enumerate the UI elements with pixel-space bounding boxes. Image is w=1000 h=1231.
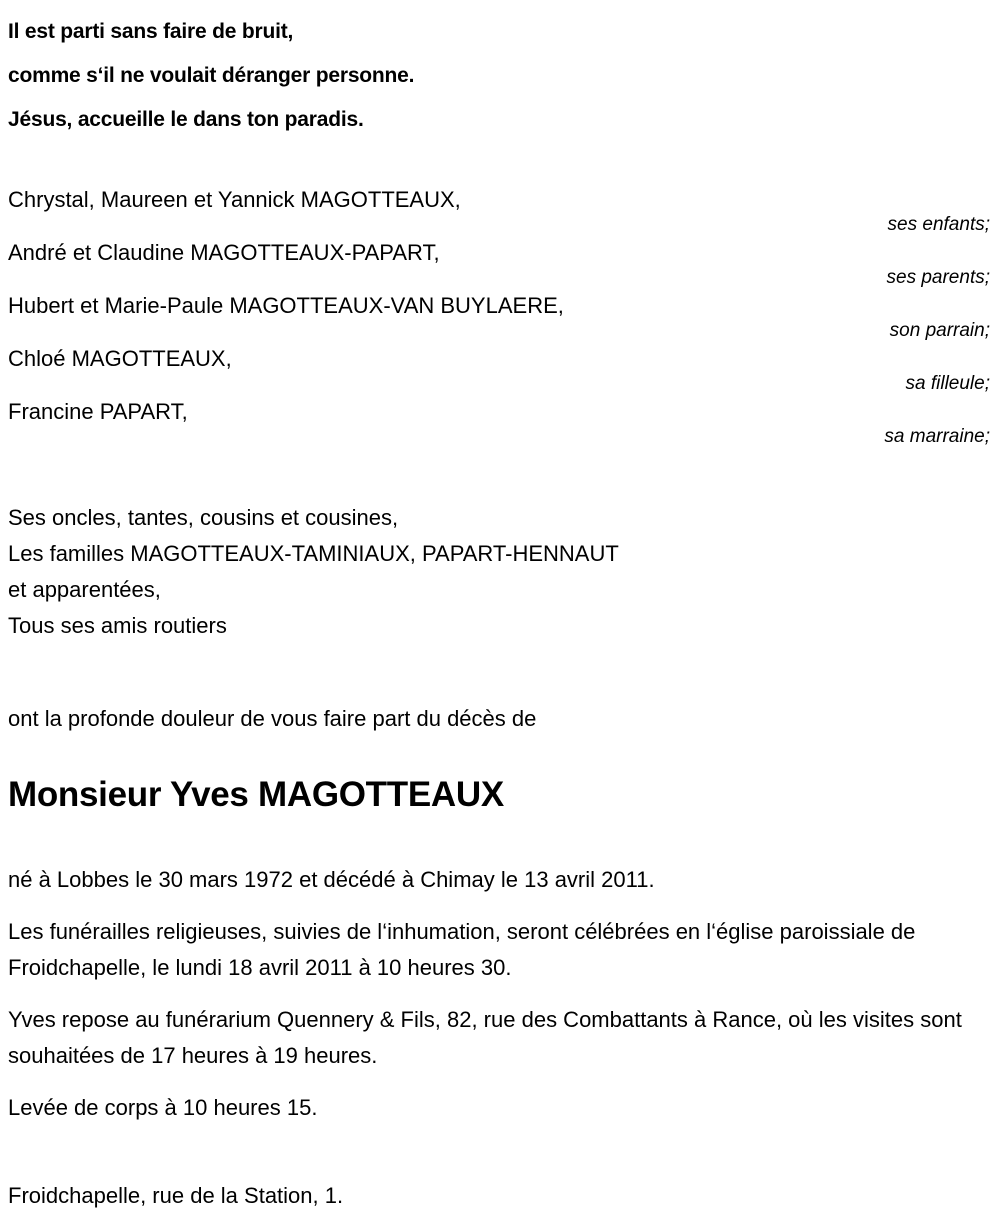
survivor-name: André et Claudine MAGOTTEAUX-PAPART, [8,240,440,265]
verse-line-3: Jésus, accueille le dans ton paradis. [8,108,364,131]
survivor-name: Chloé MAGOTTEAUX, [8,346,232,371]
funeral-service-line: Les funérailles religieuses, suivies de l‘inhumation, seront célébrées en l‘église paroissiale de Froidchapelle, le lundi 18 avril 2011 à 10 heures 30. [8,919,916,980]
survivor-row [0,344,1000,397]
relatives-line-4: Tous ses amis routiers [8,613,227,638]
relatives-line-3: et apparentées, [8,577,161,602]
survivor-name: Francine PAPART, [8,399,188,424]
verse-line-2: comme s‘il ne voulait déranger personne. [8,64,415,87]
survivor-name: Chrystal, Maureen et Yannick MAGOTTEAUX, [8,187,461,212]
service-details [8,862,983,1126]
verse-line-1: Il est parti sans faire de bruit, [8,20,294,43]
relatives-line-2: Les familles MAGOTTEAUX-TAMINIAUX, PAPART-HENNAUT [8,541,619,566]
survivor-name: Hubert et Marie-Paule MAGOTTEAUX-VAN BUYLAERE, [8,293,564,318]
birth-death-line: né à Lobbes le 30 mars 1972 et décédé à Chimay le 13 avril 2011. [8,867,655,892]
relatives-block [8,500,968,644]
deceased-name: Monsieur Yves MAGOTTEAUX [8,775,504,814]
body-removal-line: Levée de corps à 10 heures 15. [8,1095,318,1120]
announcement-lead-in: ont la profonde douleur de vous faire part du décès de [8,706,537,731]
survivor-row [0,185,1000,238]
survivor-row [0,291,1000,344]
survivor-relation: ses parents; [886,267,990,288]
relatives-line-1: Ses oncles, tantes, cousins et cousines, [8,505,399,530]
survivors-list [0,185,1000,450]
survivor-relation: sa filleule; [905,373,990,394]
survivor-relation: sa marraine; [884,426,990,447]
closing-address: Froidchapelle, rue de la Station, 1. [8,1183,344,1208]
survivor-row [0,397,1000,450]
survivor-relation: ses enfants; [887,214,990,235]
opening-verse [8,10,968,142]
survivor-relation: son parrain; [889,320,990,341]
funeral-home-line: Yves repose au funérarium Quennery & Fils, 82, rue des Combattants à Rance, où les visites sont souhaitées de 17 heures à 19 heures. [8,1007,962,1068]
survivor-row [0,238,1000,291]
